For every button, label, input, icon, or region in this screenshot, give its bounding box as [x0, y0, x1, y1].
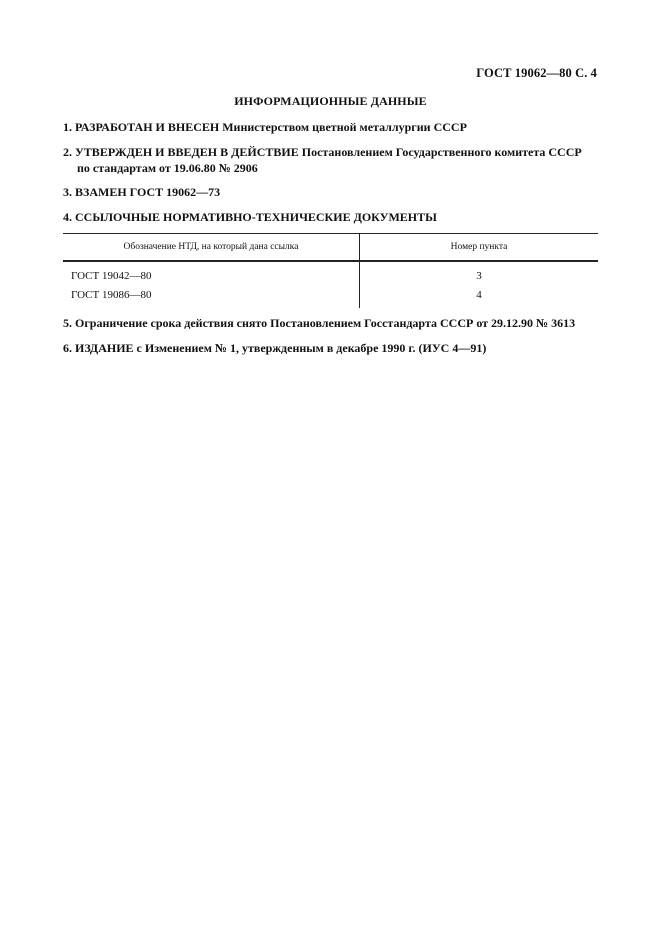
table-row: [63, 285, 598, 308]
table-header-row: [63, 234, 598, 262]
info-item-4: 4. ССЫЛОЧНЫЕ НОРМАТИВНО-ТЕХНИЧЕСКИЕ ДОКУМЕНТЫ: [63, 210, 437, 224]
reference-documents-table: [63, 233, 598, 308]
cell-document: ГОСТ 19042—80: [63, 261, 360, 285]
section-title: ИНФОРМАЦИОННЫЕ ДАННЫЕ: [234, 94, 427, 108]
info-item-1: 1. РАЗРАБОТАН И ВНЕСЕН Министерством цветной металлургии СССР: [63, 120, 467, 134]
info-item-2: [63, 144, 582, 176]
column-header-document: Обозначение НТД, на который дана ссылка: [63, 234, 360, 262]
cell-clause: 3: [476, 269, 482, 282]
cell-document: ГОСТ 19086—80: [63, 285, 360, 308]
info-item-2-line-1: 2. УТВЕРЖДЕН И ВВЕДЕН В ДЕЙСТВИЕ Постановлением Государственного комитета СССР: [63, 145, 582, 159]
info-item-5: 5. Ограничение срока действия снято Постановлением Госстандарта СССР от 29.12.90 № 3613: [63, 316, 576, 330]
cell-clause: 4: [476, 288, 482, 301]
column-header-clause: Номер пункта: [360, 234, 599, 262]
info-item-6: 6. ИЗДАНИЕ с Изменением № 1, утвержденным в декабре 1990 г. (ИУС 4—91): [63, 341, 487, 355]
table-row: [63, 261, 598, 285]
page-header-standard: ГОСТ 19062—80 С. 4: [476, 66, 597, 80]
info-item-2-line-2: по стандартам от 19.06.80 № 2906: [77, 161, 258, 175]
info-item-3: 3. ВЗАМЕН ГОСТ 19062—73: [63, 185, 221, 199]
